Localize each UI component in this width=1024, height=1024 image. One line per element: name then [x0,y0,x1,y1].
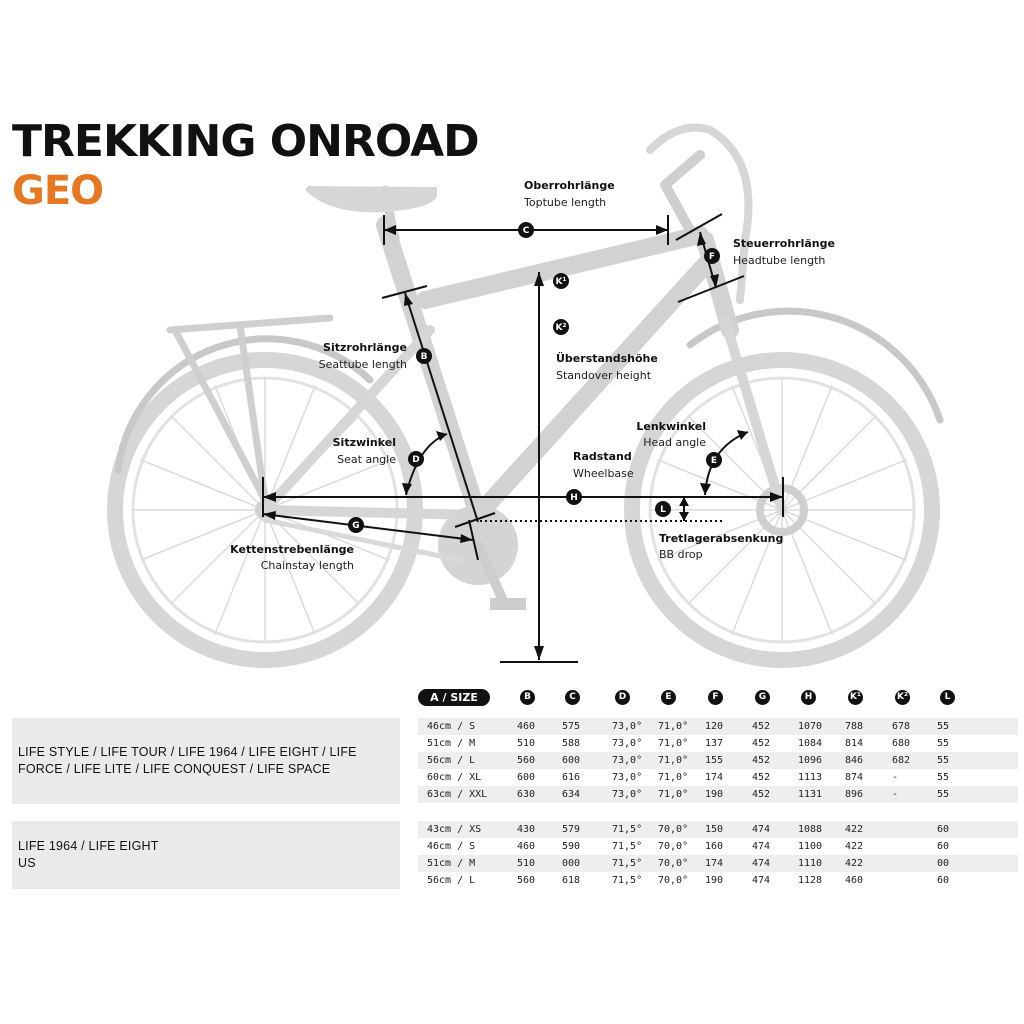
value-cell: 630 [517,789,536,800]
label-seattube-en: Seattube length [318,358,407,371]
label-wheelbase-de: Radstand [573,450,632,463]
value-cell: 00 [937,858,950,869]
value-cell: 71,0° [658,789,689,800]
value-cell: 422 [845,841,864,852]
svg-text:K¹: K¹ [555,277,567,287]
value-cell: 71,0° [658,772,689,783]
value-cell: 73,0° [612,772,643,783]
size-cell: 56cm / L [427,755,476,766]
value-cell: 422 [845,824,864,835]
column-header-k2: K² [895,690,910,705]
size-cell: 46cm / S [427,721,476,732]
value-cell: 55 [937,738,950,749]
column-header-c: C [565,690,580,705]
value-cell: 71,5° [612,875,643,886]
value-cell: 560 [517,755,536,766]
value-cell: - [892,789,899,800]
svg-text:K²: K² [555,323,567,333]
value-cell: 634 [562,789,581,800]
value-cell: 1084 [798,738,823,749]
value-cell: 120 [705,721,724,732]
value-cell: 575 [562,721,581,732]
badge-g [348,517,364,533]
value-cell: 590 [562,841,581,852]
label-toptube-en: Toptube length [524,196,607,209]
value-cell: 1131 [798,789,823,800]
value-cell: 190 [705,789,724,800]
svg-text:D: D [412,455,420,465]
value-cell: 474 [752,824,771,835]
page-subtitle: GEO [12,168,104,214]
value-cell: 160 [705,841,724,852]
value-cell: 70,0° [658,858,689,869]
label-seatangle-de: Sitzwinkel [332,436,396,449]
label-seatangle-en: Seat angle [337,453,396,466]
value-cell: 1096 [798,755,823,766]
value-cell: 1100 [798,841,823,852]
column-header-f: F [708,690,723,705]
badge-c [518,222,534,238]
column-header-h: H [801,690,816,705]
size-cell: 56cm / L [427,875,476,886]
label-bbdrop-en: BB drop [659,548,703,561]
size-cell: 46cm / S [427,841,476,852]
table-row [418,855,1018,872]
value-cell: 60 [937,875,950,886]
value-cell: 71,0° [658,755,689,766]
group-models-label: LIFE STYLE / LIFE TOUR / LIFE 1964 / LIFE EIGHT / LIFE FORCE / LIFE LITE / LIFE CONQUEST / LIFE SPACE [18,745,357,776]
value-cell: 618 [562,875,581,886]
value-cell: 71,5° [612,858,643,869]
value-cell: 680 [892,738,911,749]
value-cell: 678 [892,721,911,732]
value-cell: 71,0° [658,721,689,732]
group-models-label: LIFE 1964 / LIFE EIGHT US [18,839,159,870]
value-cell: 55 [937,789,950,800]
value-cell: 896 [845,789,864,800]
value-cell: 452 [752,755,771,766]
value-cell: 1070 [798,721,823,732]
svg-text:E: E [710,456,718,466]
value-cell: 190 [705,875,724,886]
value-cell: 150 [705,824,724,835]
label-wheelbase-en: Wheelbase [573,467,634,480]
value-cell: 000 [562,858,581,869]
value-cell: 452 [752,738,771,749]
value-cell: 1113 [798,772,823,783]
value-cell: 474 [752,858,771,869]
svg-text:G: G [352,521,360,531]
value-cell: 71,5° [612,841,643,852]
size-cell: 51cm / M [427,858,476,869]
value-cell: 60 [937,841,950,852]
value-cell: 814 [845,738,864,749]
table-row [418,769,1018,786]
label-headangle-en: Head angle [643,436,706,449]
badge-l [655,501,671,517]
value-cell: 70,0° [658,824,689,835]
value-cell: 155 [705,755,724,766]
column-header-d: D [615,690,630,705]
badge-d [408,451,424,467]
table-row [418,718,1018,735]
value-cell: 474 [752,841,771,852]
label-standover-de: Überstandshöhe [556,352,658,365]
value-cell: 430 [517,824,536,835]
label-toptube-de: Oberrohrlänge [524,179,615,192]
value-cell: 55 [937,755,950,766]
value-cell: 682 [892,755,911,766]
value-cell: 73,0° [612,738,643,749]
badge-f [704,248,720,264]
value-cell: 510 [517,738,536,749]
value-cell: 73,0° [612,789,643,800]
label-headangle-de: Lenkwinkel [636,420,706,433]
table-row [418,872,1018,889]
badge-h [566,489,582,505]
value-cell: 600 [562,755,581,766]
svg-text:F: F [708,252,716,262]
column-header-e: E [661,690,676,705]
value-cell: 71,0° [658,738,689,749]
value-cell: 846 [845,755,864,766]
column-header-g: G [755,690,770,705]
size-cell: 51cm / M [427,738,476,749]
value-cell: 579 [562,824,581,835]
svg-text:L: L [660,505,666,515]
value-cell: 1088 [798,824,823,835]
value-cell: 460 [845,875,864,886]
column-header-l: L [940,690,955,705]
value-cell: 474 [752,875,771,886]
table-row [418,821,1018,838]
label-standover-en: Standover height [556,369,652,382]
label-bbdrop-de: Tretlagerabsenkung [659,532,784,545]
value-cell: 70,0° [658,875,689,886]
value-cell: 452 [752,772,771,783]
column-header-k1: K¹ [848,690,863,705]
value-cell: 55 [937,772,950,783]
table-row [418,786,1018,803]
value-cell: 55 [937,721,950,732]
value-cell: 73,0° [612,721,643,732]
size-column-header: A / SIZE [418,689,490,706]
value-cell: 174 [705,858,724,869]
value-cell: 460 [517,841,536,852]
value-cell: 510 [517,858,536,869]
svg-text:B: B [420,352,428,362]
value-cell: - [892,772,899,783]
svg-text:H: H [570,493,578,503]
badge-k2 [553,319,569,335]
badge-k1 [553,273,569,289]
label-headtube-en: Headtube length [733,254,826,267]
value-cell: 560 [517,875,536,886]
page-title: TREKKING ONROAD [12,116,479,167]
table-row [418,735,1018,752]
value-cell: 70,0° [658,841,689,852]
badge-e [706,452,722,468]
value-cell: 174 [705,772,724,783]
value-cell: 60 [937,824,950,835]
badge-b [416,348,432,364]
value-cell: 1128 [798,875,823,886]
label-headtube-de: Steuerrohrlänge [733,237,835,250]
value-cell: 71,5° [612,824,643,835]
value-cell: 788 [845,721,864,732]
value-cell: 452 [752,789,771,800]
size-cell: 60cm / XL [427,772,482,783]
label-seattube-de: Sitzrohrlänge [323,341,407,354]
svg-text:C: C [522,226,530,236]
value-cell: 588 [562,738,581,749]
value-cell: 600 [517,772,536,783]
label-chainstay-de: Kettenstrebenlänge [230,543,354,556]
value-cell: 73,0° [612,755,643,766]
size-cell: 63cm / XXL [427,789,488,800]
value-cell: 1110 [798,858,823,869]
value-cell: 137 [705,738,724,749]
value-cell: 452 [752,721,771,732]
column-header-b: B [520,690,535,705]
table-row [418,752,1018,769]
table-row [418,838,1018,855]
size-cell: 43cm / XS [427,824,482,835]
value-cell: 460 [517,721,536,732]
value-cell: 874 [845,772,864,783]
label-chainstay-en: Chainstay length [260,559,354,572]
value-cell: 616 [562,772,581,783]
value-cell: 422 [845,858,864,869]
